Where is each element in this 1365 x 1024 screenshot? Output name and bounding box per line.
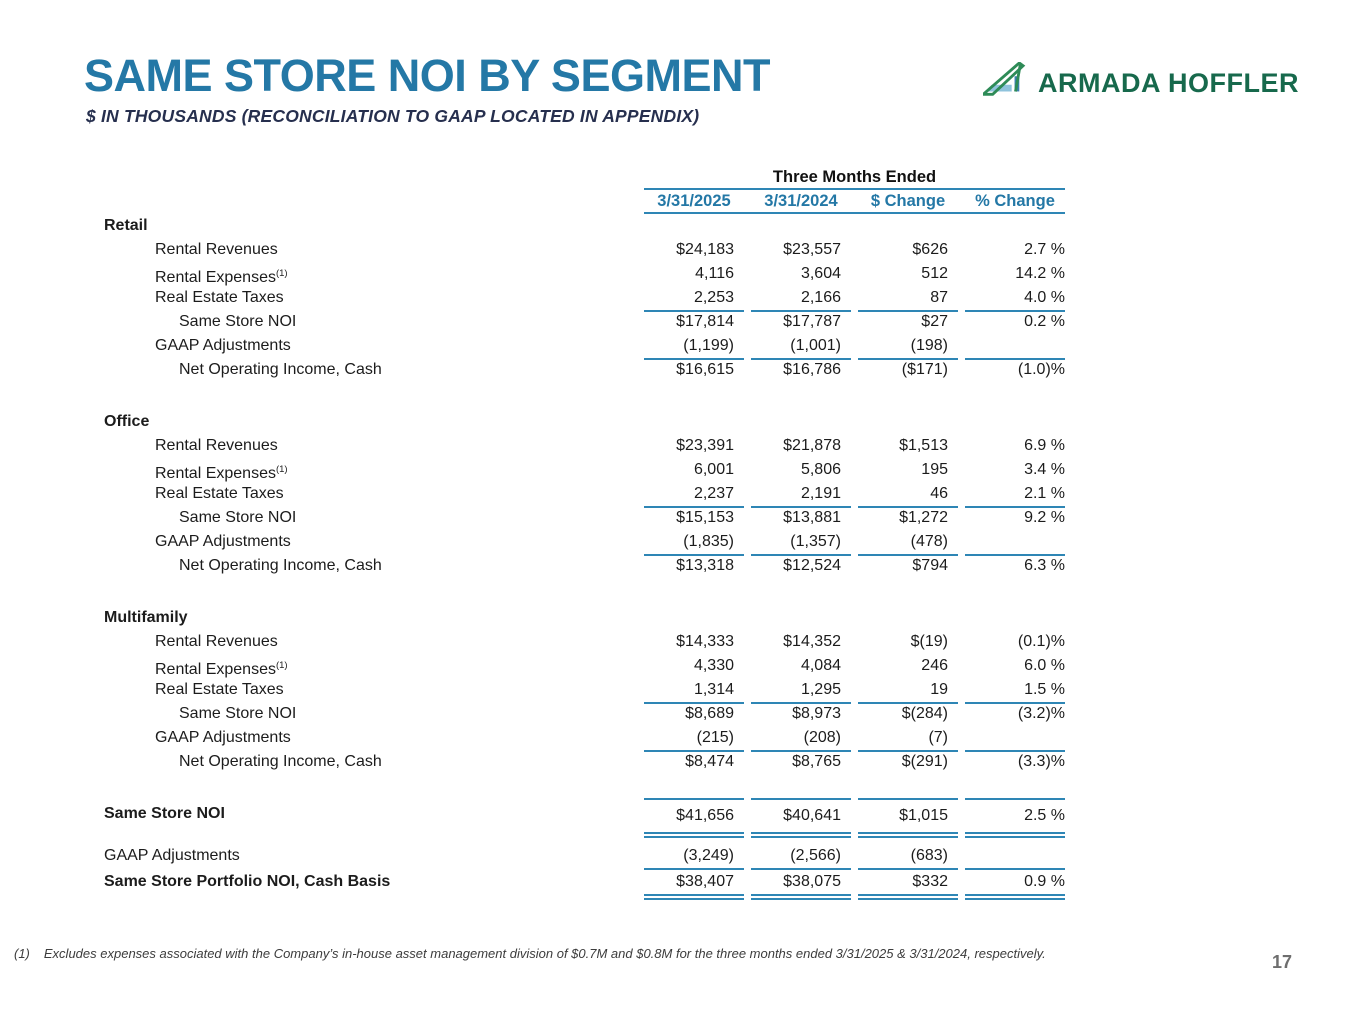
section-label: Multifamily [104,609,188,626]
summary-row-same-store-noi [104,798,1065,832]
row-label: Same Store NOI [179,509,297,526]
summary-row-portfolio-noi [104,870,1065,900]
cell-2025: $17,814 [676,313,734,330]
same-store-noi-table [104,166,1065,900]
cell-dollar-change: 19 [858,678,958,704]
cell-2025: $8,689 [685,705,734,722]
cell-2025: $15,153 [676,509,734,526]
row-label: Same Store NOI [179,313,297,330]
table-row-total [104,358,1065,382]
row-label: Net Operating Income, Cash [179,361,382,378]
cell-dollar-change: $27 [921,313,948,330]
cell-2024: 2,166 [751,286,851,312]
row-label: Net Operating Income, Cash [179,753,382,770]
row-label: Rental Revenues [155,241,278,258]
section-label: Retail [104,217,148,234]
row-label: GAAP Adjustments [155,533,291,550]
company-logo [983,62,1299,105]
page-number: 17 [1272,952,1293,972]
cell-pct-change: 0.9 % [965,870,1065,900]
cell-pct-change: 1.5 % [965,678,1065,704]
cell-2025: (3,249) [644,844,744,870]
cell-dollar-change: 246 [921,657,948,674]
cell-2025: (1,199) [644,334,744,360]
column-header-2024: 3/31/2024 [764,192,838,210]
cell-2025: 1,314 [644,678,744,704]
row-label: GAAP Adjustments [155,337,291,354]
footnote-marker: (1) [275,660,288,671]
row-label: GAAP Adjustments [155,729,291,746]
cell-2025: 4,330 [693,657,734,674]
footnote-marker: (1) [275,268,288,279]
cell-pct-change: (3.3)% [1017,753,1065,770]
column-header-2025: 3/31/2025 [657,192,731,210]
cell-dollar-change: (7) [858,726,958,752]
row-label: Rental Expenses$^{(1)}$ [155,464,288,482]
cell-2025: 2,253 [644,286,744,312]
cell-2025: $24,183 [676,241,734,258]
cell-2024: $8,765 [792,753,841,770]
cell-dollar-change: ($171) [901,361,948,378]
cell-pct-change: 4.0 % [965,286,1065,312]
cell-pct-change: (1.0)% [1017,361,1065,378]
row-label: Rental Expenses$^{(1)}$ [155,268,288,286]
table-row [104,286,1065,310]
column-header-row [104,190,1065,214]
logo-triangle-icon [983,62,1029,105]
cell-2024: $12,524 [783,557,841,574]
cell-dollar-change: $(291) [901,753,948,770]
cell-2025: $41,656 [644,798,744,838]
cell-2024: (1,001) [751,334,851,360]
cell-2024: (1,357) [751,530,851,556]
cell-2024: $16,786 [783,361,841,378]
table-row-subtotal [104,310,1065,334]
period-header-row [104,166,1065,190]
cell-2024: 5,806 [800,461,841,478]
cell-2025: (1,835) [644,530,744,556]
cell-2025: 6,001 [693,461,734,478]
row-label: Real Estate Taxes [155,289,284,306]
cell-2025: $13,318 [676,557,734,574]
table-row [104,726,1065,750]
cell-pct-change [965,844,1065,870]
cell-pct-change: 6.0 % [1024,657,1065,674]
table-row [104,458,1065,482]
table-row [104,334,1065,358]
cell-2024: $8,973 [792,705,841,722]
cell-dollar-change: $1,513 [899,437,948,454]
row-label: Same Store NOI [179,705,297,722]
cell-2025: 2,237 [644,482,744,508]
cell-pct-change: 2.1 % [965,482,1065,508]
cell-2024: $13,881 [783,509,841,526]
cell-2024: 3,604 [800,265,841,282]
column-headers [644,190,1065,214]
cell-pct-change: 6.3 % [1024,557,1065,574]
period-header: Three Months Ended [644,166,1065,190]
cell-2024: (2,566) [751,844,851,870]
cell-pct-change: (3.2)% [1017,705,1065,722]
column-header-dollar-change: $ Change [870,192,946,210]
cell-pct-change: 9.2 % [1024,509,1065,526]
cell-2025: $16,615 [676,361,734,378]
cell-2025: $14,333 [676,633,734,650]
cell-2025: $23,391 [676,437,734,454]
cell-pct-change: 2.7 % [1024,241,1065,258]
table-row-total [104,750,1065,774]
cell-pct-change: (0.1)% [1017,633,1065,650]
row-label: Rental Revenues [155,437,278,454]
table-row-subtotal [104,702,1065,726]
cell-2024: $14,352 [783,633,841,650]
footnote [14,946,1046,961]
cell-dollar-change: (683) [858,844,958,870]
cell-2024: (208) [751,726,851,752]
cell-pct-change [965,530,1065,556]
cell-dollar-change: $332 [858,870,958,900]
cell-2025: $8,474 [685,753,734,770]
section-header-office [104,410,1065,434]
cell-2024: $40,641 [751,798,851,838]
cell-2025: 4,116 [695,265,734,282]
cell-dollar-change: 512 [921,265,948,282]
section-header-multifamily [104,606,1065,630]
cell-2025: $38,407 [644,870,744,900]
footnote-number: (1) [14,946,30,961]
cell-2024: 1,295 [751,678,851,704]
cell-dollar-change: (478) [858,530,958,556]
cell-2024: 4,084 [800,657,841,674]
table-row [104,654,1065,678]
table-row [104,262,1065,286]
cell-2024: $21,878 [783,437,841,454]
row-label: Same Store NOI [104,805,225,822]
row-label: Real Estate Taxes [155,681,284,698]
cell-dollar-change: $(284) [901,705,948,722]
cell-dollar-change: 87 [858,286,958,312]
table-row [104,238,1065,262]
row-label: Net Operating Income, Cash [179,557,382,574]
summary-row-gaap-adjustments [104,844,1065,870]
cell-2024: $23,557 [783,241,841,258]
row-label: Real Estate Taxes [155,485,284,502]
footnote-marker: (1) [275,464,288,475]
table-row [104,482,1065,506]
cell-dollar-change: (198) [858,334,958,360]
row-label: Rental Revenues [155,633,278,650]
cell-pct-change: 2.5 % [965,798,1065,838]
cell-2024: $38,075 [751,870,851,900]
footnote-text: Excludes expenses associated with the Company’s in-house asset management division of $0.7M and $0.8M for the three months ended 3/31/2025 & 3/31/2024, respectively. [43,946,1046,961]
logo-wordmark: ARMADA HOFFLER [1038,68,1299,98]
cell-dollar-change: $1,015 [858,798,958,838]
cell-dollar-change: $(19) [910,633,948,650]
cell-2024: 2,191 [751,482,851,508]
cell-2024: $17,787 [783,313,841,330]
cell-dollar-change: 195 [921,461,948,478]
table-row [104,630,1065,654]
table-row-total [104,554,1065,578]
row-label: Same Store Portfolio NOI, Cash Basis [104,873,391,890]
cell-dollar-change: $1,272 [899,509,948,526]
cell-pct-change [965,334,1065,360]
section-label: Office [104,413,150,430]
section-header-retail [104,214,1065,238]
table-row-subtotal [104,506,1065,530]
table-row [104,678,1065,702]
cell-pct-change: 14.2 % [1015,265,1065,282]
cell-dollar-change: $626 [912,241,948,258]
cell-pct-change [965,726,1065,752]
cell-pct-change: 3.4 % [1024,461,1065,478]
cell-pct-change: 6.9 % [1024,437,1065,454]
cell-2025: (215) [644,726,744,752]
cell-dollar-change: 46 [858,482,958,508]
row-label: GAAP Adjustments [104,847,240,864]
page-subtitle: $ IN THOUSANDS (RECONCILIATION TO GAAP LOCATED IN APPENDIX) [86,106,700,126]
cell-dollar-change: $794 [912,557,948,574]
table-row [104,530,1065,554]
row-label: Rental Expenses$^{(1)}$ [155,660,288,678]
page-title: SAME STORE NOI BY SEGMENT [84,50,770,101]
table-row [104,434,1065,458]
column-header-pct-change: % Change [975,192,1055,210]
cell-pct-change: 0.2 % [1024,313,1065,330]
